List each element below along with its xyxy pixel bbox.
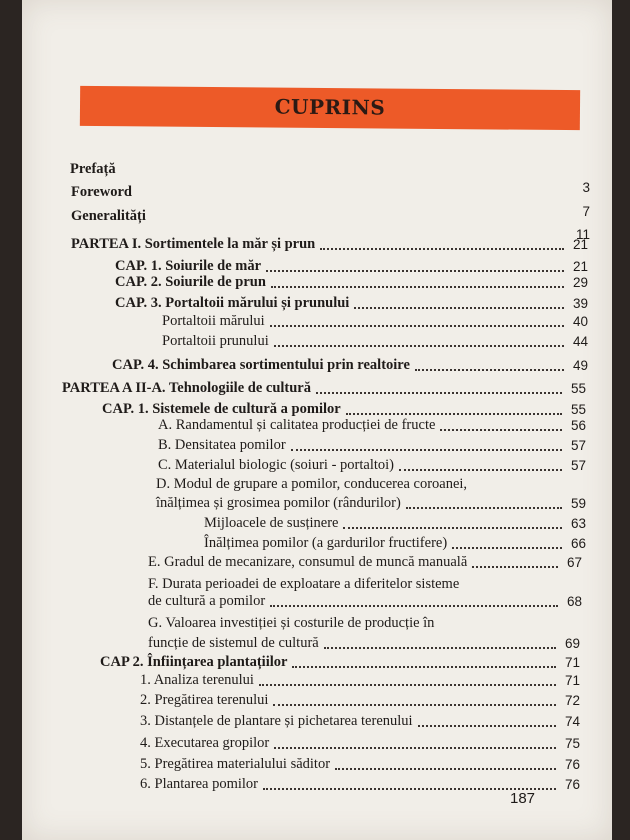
toc-entry-page: 76 xyxy=(564,757,580,772)
book-page xyxy=(22,0,612,840)
toc-entry-label: Prefață xyxy=(70,161,116,177)
toc-entry-label: înălțimea și grosimea pomilor (rândurilor) xyxy=(156,495,401,511)
toc-entry-label: 6. Plantarea pomilor xyxy=(140,776,258,792)
toc-entry-page: 75 xyxy=(564,736,580,751)
toc-entry-label: E. Gradul de mecanizare, consumul de muncă manuală xyxy=(148,554,468,570)
toc-entry-page: 40 xyxy=(572,314,588,329)
dot-leader xyxy=(270,605,558,607)
toc-entry-label: 1. Analiza terenului xyxy=(140,672,254,688)
toc-entry-label: CAP. 3. Portaltoii mărului și prunului xyxy=(115,295,350,311)
toc-entry-label: Portaltoii mărului xyxy=(162,313,265,329)
toc-entry-label: PARTEA I. Sortimentele la măr și prun xyxy=(71,236,316,252)
dot-leader xyxy=(270,325,564,327)
toc-entry-label: de cultură a pomilor xyxy=(148,593,266,609)
toc-entry-label: CAP. 1. Sistemele de cultură a pomilor xyxy=(102,401,341,417)
dot-leader xyxy=(406,507,562,509)
toc-entry-page: 29 xyxy=(572,275,588,290)
toc-entry-label: CAP. 4. Schimbarea sortimentului prin realtoire xyxy=(112,357,410,373)
toc-entry xyxy=(204,532,586,552)
toc-entry xyxy=(148,590,582,610)
dot-leader xyxy=(418,725,556,727)
toc-entry xyxy=(148,612,580,632)
dot-leader xyxy=(399,469,562,471)
toc-entry-page: 72 xyxy=(564,693,580,708)
toc-entry-label: Înălțimea pomilor (a gardurilor fructifere) xyxy=(204,535,448,551)
toc-entry-page: 57 xyxy=(570,458,586,473)
toc-entry-page: 44 xyxy=(572,334,588,349)
toc-entry-label: Generalități xyxy=(71,208,146,224)
toc-entry xyxy=(112,354,588,374)
toc-entry xyxy=(70,158,590,178)
toc-entry xyxy=(71,181,590,201)
toc-entry-page: 55 xyxy=(570,402,586,417)
toc-entry xyxy=(62,377,586,397)
dot-leader xyxy=(472,566,558,568)
toc-entry xyxy=(115,271,588,291)
toc-entry-page: 21 xyxy=(572,259,588,274)
dot-leader xyxy=(274,747,556,749)
dot-leader xyxy=(259,684,556,686)
toc-entry xyxy=(162,330,588,350)
toc-entry-label: B. Densitatea pomilor xyxy=(158,437,286,453)
toc-entry-page: 7 xyxy=(582,204,590,219)
toc-entry-label: G. Valoarea investiției și costurile de producție în xyxy=(148,615,435,631)
toc-entry-label: 3. Distanțele de plantare și pichetarea terenului xyxy=(140,713,413,729)
toc-entry-label: Mijloacele de susținere xyxy=(204,515,339,531)
dot-leader xyxy=(292,666,556,668)
toc-entry-label: D. Modul de grupare a pomilor, conducerea coroanei, xyxy=(156,476,468,492)
toc-entry-page: 11 xyxy=(575,227,590,242)
toc-entry-page: 67 xyxy=(566,555,582,570)
dot-leader xyxy=(452,547,562,549)
toc-entry-page: 57 xyxy=(570,438,586,453)
toc-entry-page: 71 xyxy=(564,655,580,670)
toc-entry xyxy=(156,492,586,512)
dot-leader xyxy=(324,647,556,649)
toc-entry xyxy=(140,710,580,730)
toc-entry-page: 39 xyxy=(572,296,588,311)
dot-leader xyxy=(291,449,562,451)
toc-entry xyxy=(140,669,580,689)
dot-leader xyxy=(440,429,562,431)
dot-leader xyxy=(335,768,556,770)
toc-entry-label: Foreword xyxy=(71,184,132,200)
toc-entry xyxy=(158,454,586,474)
toc-entry xyxy=(115,292,588,312)
toc-entry-page: 59 xyxy=(570,496,586,511)
toc-entry-label: A. Randamentul și calitatea producției de fructe xyxy=(158,417,436,433)
toc-entry-label: funcție de sistemul de cultură xyxy=(148,635,319,651)
toc-entry xyxy=(162,310,588,330)
toc-entry-label: 5. Pregătirea materialului săditor xyxy=(140,756,331,772)
toc-entry-page: 49 xyxy=(572,358,588,373)
toc-entry-label: F. Durata perioadei de exploatare a diferitelor sisteme xyxy=(148,576,460,592)
toc-entry-label: CAP. 1. Soiurile de măr xyxy=(115,258,262,274)
dot-leader xyxy=(354,307,564,309)
dot-leader xyxy=(415,369,564,371)
toc-entry xyxy=(156,473,586,493)
toc-entry-page: 74 xyxy=(564,714,580,729)
toc-entry-page: 3 xyxy=(582,180,590,195)
toc-entry-page: 69 xyxy=(564,636,580,651)
dot-leader xyxy=(320,248,564,250)
toc-entry-label: C. Materialul biologic (soiuri - portaltoi) xyxy=(158,457,394,473)
toc-entry-label: 2. Pregătirea terenului xyxy=(140,692,269,708)
toc-entry xyxy=(148,632,580,652)
page-number: 187 xyxy=(510,790,536,807)
toc-entry-label: 4. Executarea gropilor xyxy=(140,735,270,751)
toc-entry xyxy=(204,512,586,532)
dot-leader xyxy=(271,286,564,288)
toc-entry-label: CAP 2. Înființarea plantațiilor xyxy=(100,654,288,670)
toc-entry-label: PARTEA A II-A. Tehnologiile de cultură xyxy=(62,380,311,396)
toc-entry xyxy=(158,414,586,434)
toc-entry-page: 71 xyxy=(564,673,580,688)
dot-leader xyxy=(343,527,562,529)
toc-entry-page: 63 xyxy=(570,516,586,531)
toc-entry-label: Portaltoii prunului xyxy=(162,333,269,349)
toc-entry xyxy=(71,233,588,253)
toc-entry-page: 55 xyxy=(570,381,586,396)
toc-entry xyxy=(140,689,580,709)
toc-entry-page: 56 xyxy=(570,418,586,433)
toc-entry xyxy=(140,753,580,773)
toc-entry xyxy=(71,205,590,225)
toc-entry-page: 68 xyxy=(566,594,582,609)
toc-entry xyxy=(158,434,586,454)
toc-entry-page: 21 xyxy=(572,237,588,252)
toc-entry-page: 66 xyxy=(570,536,586,551)
dot-leader xyxy=(273,704,556,706)
toc-entry-page: 76 xyxy=(564,777,580,792)
toc-entry xyxy=(100,651,580,671)
toc-entry xyxy=(148,551,582,571)
toc-entry xyxy=(140,732,580,752)
page-title: CUPRINS xyxy=(274,94,386,120)
dot-leader xyxy=(316,392,562,394)
table-of-contents xyxy=(22,0,612,840)
dot-leader xyxy=(274,345,564,347)
toc-entry-label: CAP. 2. Soiurile de prun xyxy=(115,274,266,290)
